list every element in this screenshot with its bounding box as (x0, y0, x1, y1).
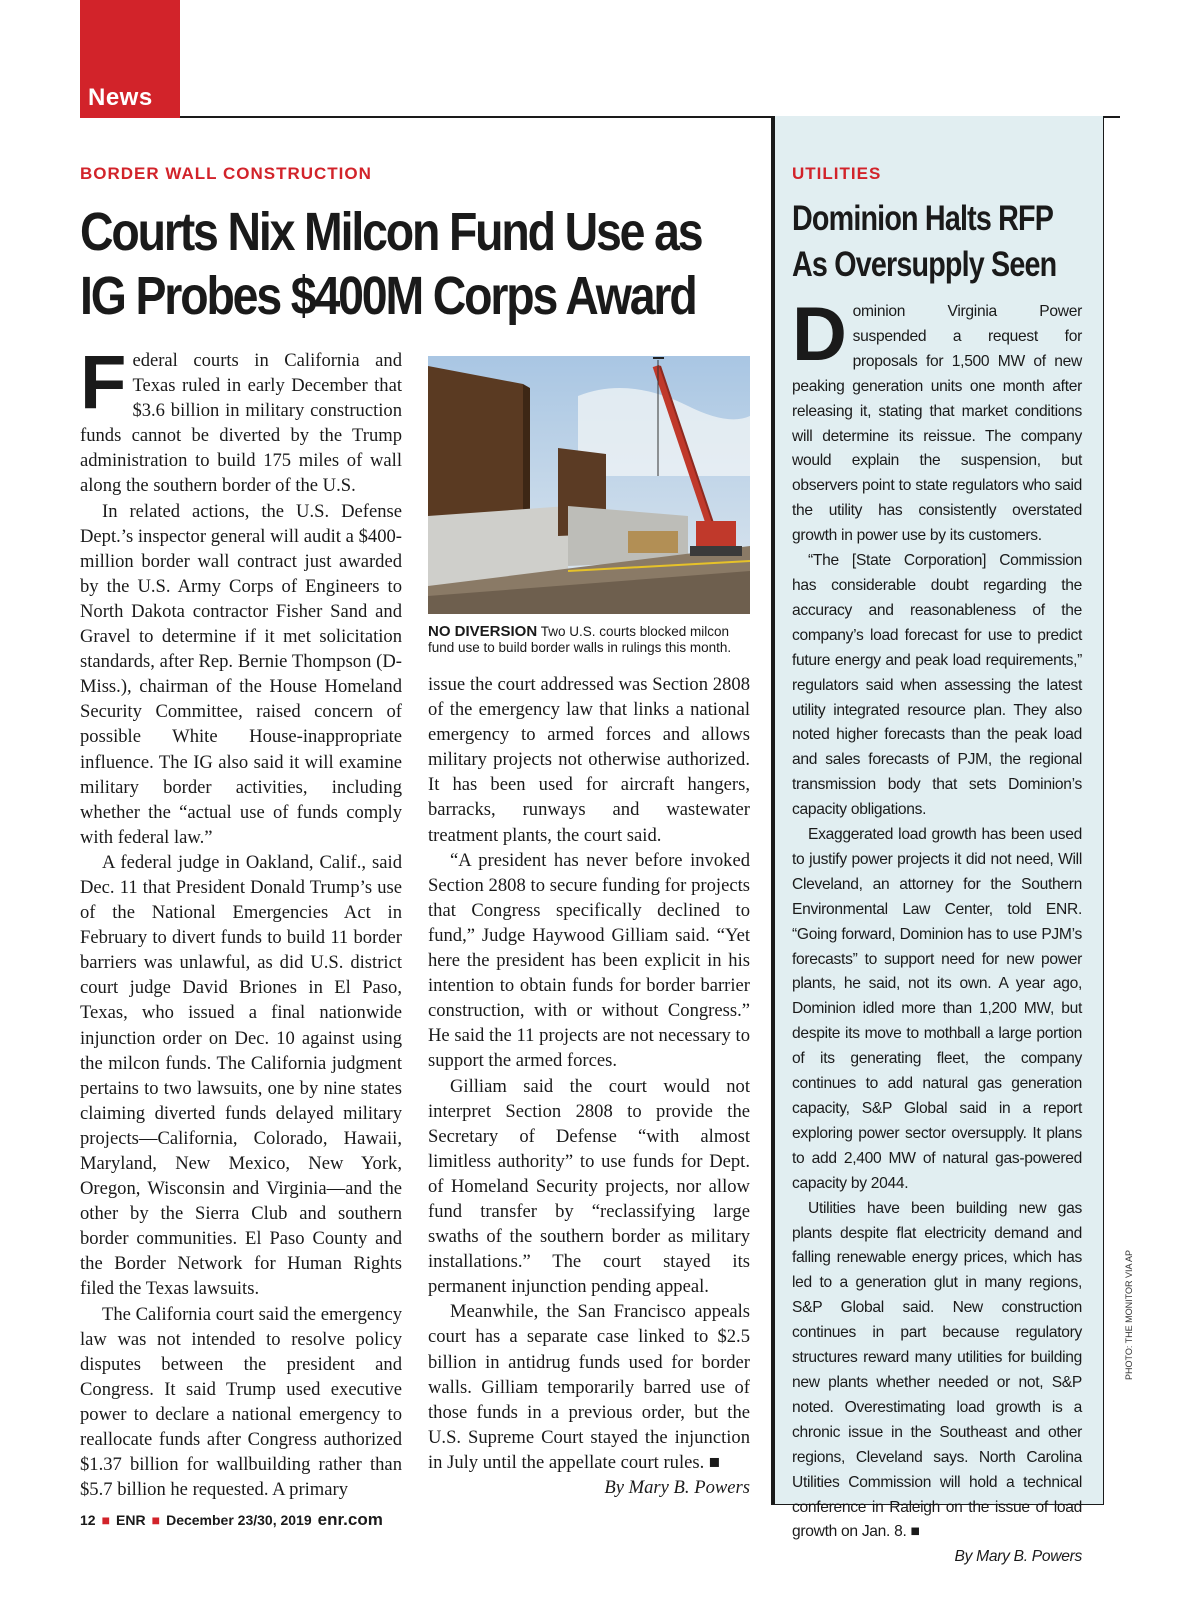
section-tab-label: News (88, 84, 153, 111)
article-column-2 (428, 672, 750, 1500)
sidebar-headline (792, 196, 1056, 288)
paragraph: Gilliam said the court would not interpret Section 2808 to provide the Secretary of Defense “with almost limitless authority” to use funds for Dept. of Homeland Security projects, nor allow fund transfer by “reclassifying large swaths of the southern border as military installations.” The court stayed its permanent injunction pending appeal. (428, 1075, 750, 1298)
paragraph: Federal courts in California and Texas ruled in early December that $3.6 billion in military construction funds cannot be diverted by the Trump administration to build 175 miles of wall along the southern border of the U.S. (80, 340, 402, 497)
page-number: 12 (80, 1512, 96, 1528)
paragraph: “A president has never before invoked Section 2808 to secure funding for projects that Congress specifically declined to fund,” Judge Haywood Gilliam said. “Yet here the president has been explicit in his intention to obtain funds for border barrier construction, with or without Congress.” He said the 11 projects are not necessary to support the armed forces. (428, 849, 750, 1072)
paragraph: The California court said the emergency law was not intended to resolve policy disputes between the president and Congress. It said Trump used executive power to declare a national emergency to reallocate funds after Congress authorized $1.37 billion for wallbuilding rather than $5.7 billion he requested. A primary (80, 1303, 402, 1501)
sidebar-column (792, 292, 1082, 1570)
caption-lead: NO DIVERSION (428, 623, 538, 640)
section-tab (80, 0, 180, 118)
magazine-name: ENR (116, 1512, 146, 1528)
photo-caption (428, 624, 750, 656)
site-link[interactable]: enr.com (317, 1510, 383, 1529)
paragraph: Utilities have been building new gas plants despite flat electricity demand and falling renewable energy prices, which has led to a generation glut in many regions, S&P Global said. New construction continues in part because regulatory structures reward many utilities for building new plants whether needed or not, S&P noted. Overestimating load growth is a chronic issue in the Southeast and other regions, Cleveland says. North Carolina Utilities Commission will hold a technical conference in Raleigh on the issue of load growth on Jan. 8. ■ (792, 1199, 1082, 1541)
caption-text: Two U.S. courts blocked milcon fund use to build border walls in rulings this month. (428, 624, 732, 655)
sidebar-kicker: UTILITIES (792, 164, 882, 183)
article-byline: By Mary B. Powers (604, 1477, 750, 1498)
article-headline (80, 200, 702, 328)
drop-cap: D (792, 292, 847, 377)
paragraph: Exaggerated load growth has been used to justify power projects it did not need, Will Cleveland, an attorney for the Southern Environmental Law Center, told ENR. “Going forward, Dominion has to use PJM’s forecasts” to support need for new power plants, he said, not its own. A year ago, Dominion idled more than 1,200 MW, but despite its move to mothball a large portion of its generating fleet, the company continues to add natural gas generation capacity, S&P Global said in a report exploring power sector oversupply. It plans to add 2,400 MW of natural gas-powered capacity by 2044. (792, 826, 1082, 1192)
headline-line-2: IG Probes $400M Corps Award (80, 266, 696, 326)
paragraph: A federal judge in Oakland, Calif., said Dec. 11 that President Donald Trump’s use of the National Emergencies Act in February to divert funds to build 11 border barriers was unlawful, as did U.S. district court judge David Briones in El Paso, Texas, who issued a final nationwide injunction order on Dec. 10 against using the milcon funds. The California judgment pertains to two lawsuits, one by nine states claiming diverted funds delayed military projects—California, Colorado, Hawaii, Maryland, New Mexico, New York, Oregon, Wisconsin and Virginia—and the other by the Sierra Club and southern border communities. El Paso County and the Border Network for Human Rights filed the Texas lawsuits. (80, 851, 402, 1300)
sidebar-byline: By Mary B. Powers (954, 1548, 1082, 1566)
border-wall-photo (428, 356, 750, 614)
paragraph: issue the court addressed was Section 2808 of the emergency law that links a national emergency to armed forces and allows military projects not otherwise authorized. It has been used for aircraft hangers, barracks, runways and wastewater treatment plants, the court said. (428, 674, 750, 846)
article-column-1 (80, 340, 402, 1502)
photo-credit: PHOTO: THE MONITOR VIA AP (1124, 1249, 1134, 1380)
paragraph: In related actions, the U.S. Defense Dept.’s inspector general will audit a $400-million border wall contract just awarded by the U.S. Army Corps of Engineers to North Dakota contractor Fisher Sand and Gravel to determine if it met solicitation standards, after Rep. Bernie Thompson (D-Miss.), chairman of the House Homeland Security Committee, raised concern of possible White House-inappropriate influence. The IG also said it will examine military border activities, including whether the “actual use of funds comply with federal law.” (80, 500, 402, 848)
construction-site-image (428, 356, 750, 614)
paragraph: Meanwhile, the San Francisco appeals court has a separate case linked to $2.5 billion in antidrug funds used for border walls. Gilliam temporarily barred use of those funds in a previous order, but the U.S. Supreme Court stayed the injunction in July until the appellate court rules. ■ (428, 1301, 750, 1473)
separator-square-icon: ■ (151, 1512, 161, 1528)
article-kicker: BORDER WALL CONSTRUCTION (80, 164, 372, 183)
page-footer (80, 1510, 383, 1530)
paragraph: “The [State Corporation] Commission has considerable doubt regarding the accuracy and reasonableness of the company’s load forecast for use to predict future energy and peak load requirements,” regulators said when assessing the latest utility integrated resource plan. They also noted higher forecasts than the peak load and sales forecasts of PJM, the regional transmission body that sets Dominion’s capacity obligations. (792, 552, 1082, 819)
issue-date: December 23/30, 2019 (166, 1512, 312, 1528)
sidebar-headline-line-2: As Oversupply Seen (792, 245, 1057, 284)
drop-cap: F (80, 340, 127, 425)
headline-line-1: Courts Nix Milcon Fund Use as (80, 202, 702, 262)
paragraph: Dominion Virginia Power suspended a request for proposals for 1,500 MW of new peaking generation units one month after releasing it, stating that market conditions will determine its reissue. The company would explain the suspension, but observers point to state regulators who said the utility has consistently overstated growth in power use by its customers. (792, 292, 1082, 545)
sidebar-headline-line-1: Dominion Halts RFP (792, 199, 1054, 238)
separator-square-icon: ■ (101, 1512, 111, 1528)
